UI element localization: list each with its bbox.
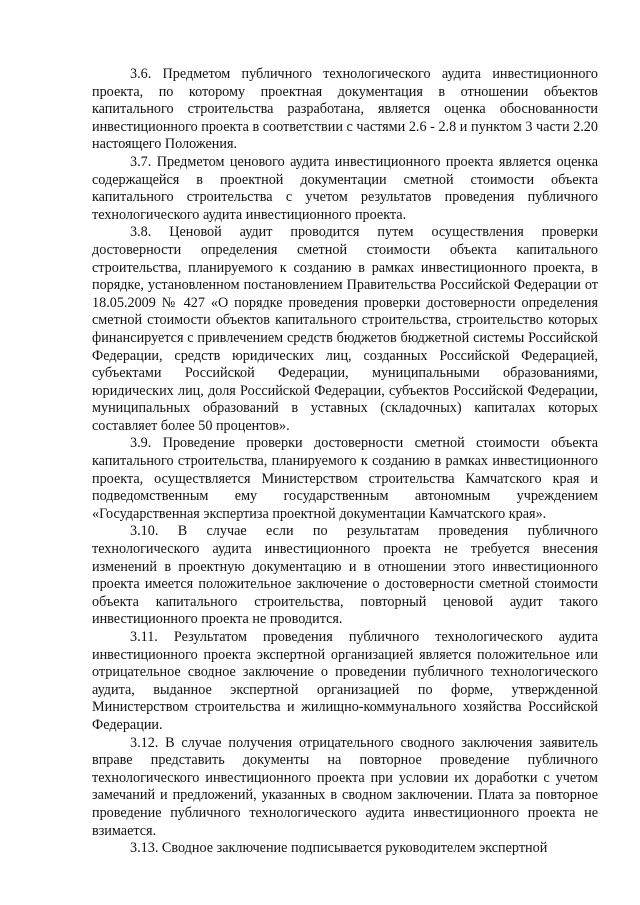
paragraph-3-9: 3.9. Проведение проверки достоверности сметной стоимости объекта капитального строительства, планируемого к созданию в рамках инвестиционного проекта, осуществляется Министерством строительства Камчатского края и подведомственным ему государственным автономным учреждением «Государственная экспертиза проектной документации Камчатского края». <box>92 435 598 522</box>
paragraph-3-10: 3.10. В случае если по результатам проведения публичного технологического аудита инвестиционного проекта не требуется внесения изменений в проектную документацию и в отношении этого инвестиционного проекта имеется положительное заключение о достоверности сметной стоимости объекта капитального строительства, повторный ценовой аудит такого инвестиционного проекта не проводится. <box>92 523 598 628</box>
paragraph-3-8: 3.8. Ценовой аудит проводится путем осуществления проверки достоверности определения сметной стоимости объекта капитального строительства, планируемого к созданию в рамках инвестиционного проекта, в порядке, установленном постановлением Правительства Российской Федерации от 18.05.2009 № 427 «О порядке проведения проверки достоверности определения сметной стоимости объектов капитального строительства, строительство которых финансируется с привлечением средств бюджетов бюджетной системы Российской Федерации, средств юридических лиц, созданных Российской Федерацией, субъектами Российской Федерации, муниципальными образованиями, юридических лиц, доля Российской Федерации, субъектов Российской Федерации, муниципальных образований в уставных (складочных) капиталах которых составляет более 50 процентов». <box>92 224 598 434</box>
paragraph-3-11: 3.11. Результатом проведения публичного технологического аудита инвестиционного проекта экспертной организацией является положительное или отрицательное сводное заключение о проведении публичного технологического аудита, выданное экспертной организацией по форме, утвержденной Министерством строительства и жилищно-коммунального хозяйства Российской Федерации. <box>92 629 598 733</box>
document-page <box>92 66 598 858</box>
paragraph-3-7: 3.7. Предметом ценового аудита инвестиционного проекта является оценка содержащейся в проектной документации сметной стоимости объекта капитального строительства с учетом результатов проведения публичного технологического аудита инвестиционного проекта. <box>92 153 598 223</box>
paragraph-3-6: 3.6. Предметом публичного технологического аудита инвестиционного проекта, по которому проектная документация в отношении объектов капитального строительства разработана, является оценка обоснованности инвестиционного проекта в соответствии с частями 2.6 - 2.8 и пунктом 3 части 2.20 настоящего Положения. <box>92 66 598 153</box>
paragraph-3-13: 3.13. Сводное заключение подписывается руководителем экспертной <box>130 840 548 857</box>
paragraph-3-12: 3.12. В случае получения отрицательного сводного заключения заявитель вправе представить документы на повторное проведение публичного технологического инвестиционного проекта при условии их доработки с учетом замечаний и предложений, указанных в сводном заключении. Плата за повторное проведение публичного технологического аудита инвестиционного проекта не взимается. <box>92 734 598 839</box>
